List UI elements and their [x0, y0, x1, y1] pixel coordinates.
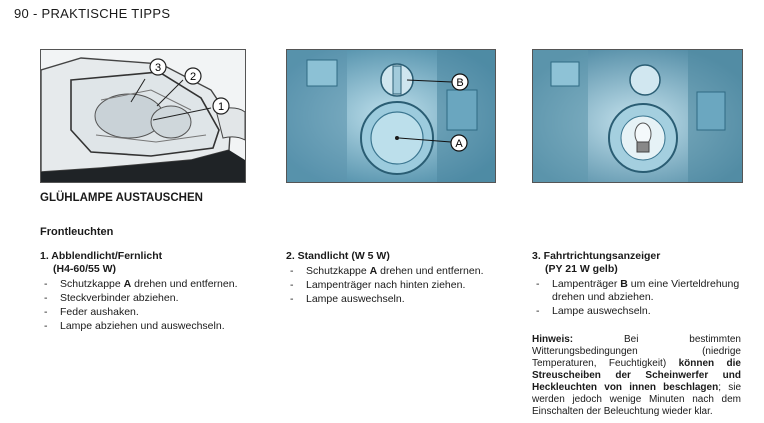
list-item: - Lampe abziehen und auswechseln. — [40, 320, 255, 333]
list-item: - Schutzkappe A drehen und entfernen. — [286, 265, 496, 278]
callout-2: 2 — [189, 71, 197, 83]
callout-1: 1 — [217, 101, 225, 113]
callout-b: B — [456, 77, 464, 89]
list-item: - Steckverbinder abziehen. — [40, 292, 255, 305]
list-item: - Feder aushaken. — [40, 306, 255, 319]
headlamp-illustration — [40, 49, 246, 183]
subheading: Frontleuchten — [40, 226, 114, 238]
headlamp-rear-photo-cap — [286, 49, 496, 183]
column-subtitle: (PY 21 W gelb) — [545, 263, 618, 275]
list-item: - Lampenträger nach hinten ziehen. — [286, 279, 496, 292]
callout-3: 3 — [154, 62, 162, 74]
section-title: GLÜHLAMPE AUSTAUSCHEN — [40, 192, 203, 204]
list-item: - Lampe auswechseln. — [532, 305, 742, 318]
column-title: 1. Abblendlicht/Fernlicht — [40, 250, 163, 262]
column-title: 2. Standlicht (W 5 W) — [286, 250, 390, 262]
page-header: 90 - PRAKTISCHE TIPPS — [14, 6, 171, 21]
instructions-turn-signal — [532, 250, 742, 319]
list-item: - Lampe auswechseln. — [286, 293, 496, 306]
callout-a: A — [455, 138, 463, 150]
instructions-low-high-beam — [40, 250, 255, 334]
note-label: Hinweis: — [532, 334, 574, 345]
column-title: 3. Fahrtrichtungsanzeiger — [532, 250, 661, 262]
column-subtitle: (H4-60/55 W) — [53, 263, 117, 275]
note-paragraph: Hinweis: Bei bestimmten Witterungsbedingungen (niedrige Temperaturen, Feuchtigkeit) können die Streuscheiben der Scheinwerfer und Heckleuchten von innen beschlagen; sie werden jedoch wenige Minuten nach dem Einschalten der Beleuchtung wieder klar. — [532, 334, 741, 417]
headlamp-rear-photo-turn-signal — [532, 49, 743, 183]
instructions-parking-light — [286, 250, 496, 307]
list-item: - Lampenträger B um eine Vierteldrehung drehen und abziehen. — [532, 278, 742, 304]
list-item: - Schutzkappe A drehen und entfernen. — [40, 278, 255, 291]
